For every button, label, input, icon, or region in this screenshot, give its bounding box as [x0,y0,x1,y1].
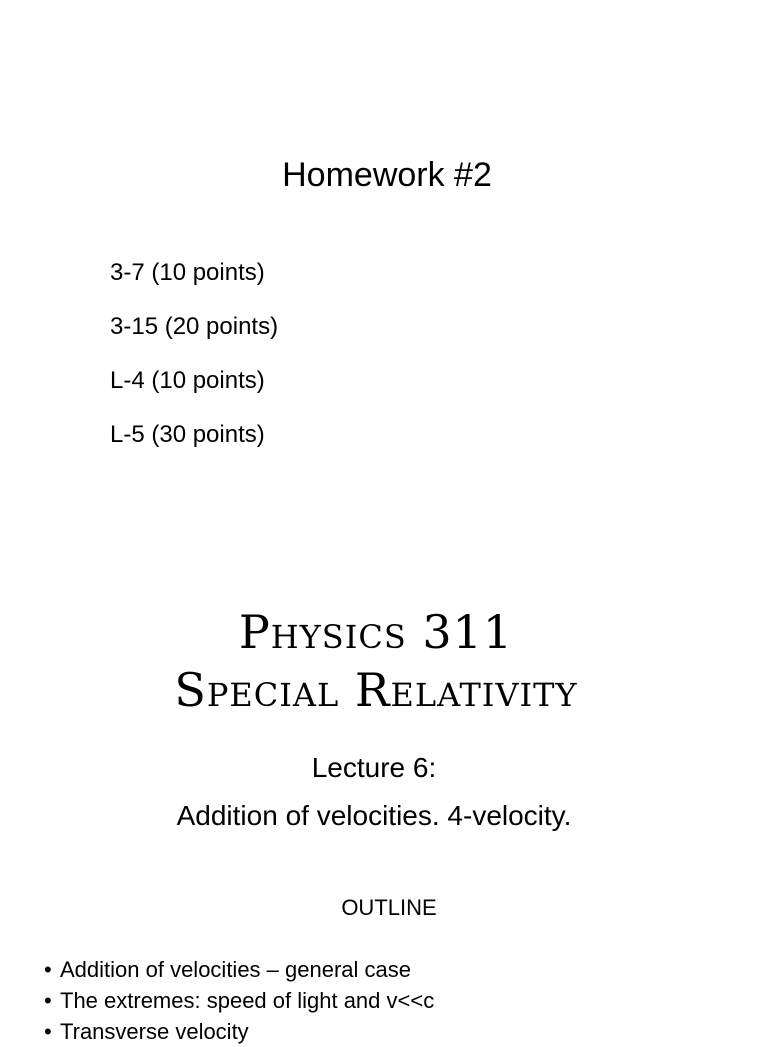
homework-item: L-4 (10 points) [110,367,265,394]
outline-item-text: The extremes: speed of light and v<<c [60,988,435,1013]
homework-title: Homework #2 [282,156,492,194]
bullet: • [44,988,52,1013]
homework-problem-list [110,253,278,469]
homework-item: 3-15 (20 points) [110,313,279,340]
bullet: • [44,957,52,982]
lecture-topic: Addition of velocities. 4-velocity. [176,800,572,831]
outline-item [44,954,434,985]
outline-item [44,985,434,1016]
course-title-line-1: Physics 311 [238,605,514,659]
lecture-number: Lecture 6: [311,752,437,783]
outline-item-text: Transverse velocity [60,1019,249,1044]
outline-list [44,954,434,1047]
course-title [0,603,752,719]
outline-item [44,1016,434,1047]
bullet: • [44,1019,52,1044]
homework-item: L-5 (30 points) [110,421,265,448]
course-title-line-2: Special Relativity [174,663,578,717]
outline-item-text: Addition of velocities – general case [60,957,411,982]
homework-item: 3-7 (10 points) [110,259,265,286]
outline-heading: OUTLINE [341,895,437,920]
